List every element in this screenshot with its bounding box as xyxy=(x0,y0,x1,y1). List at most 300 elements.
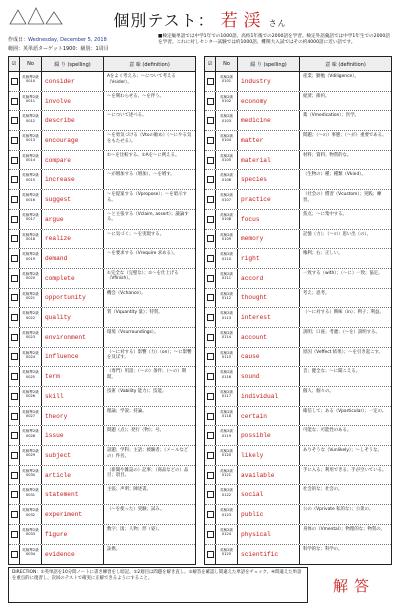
row-definition: 公の（Vprivate 私的な）；公衆の。 xyxy=(303,507,374,513)
row-checkbox[interactable] xyxy=(205,387,216,406)
row-code xyxy=(216,210,238,229)
row-number: 0115 xyxy=(221,355,232,360)
row-definition: 一致する（with）；（〜に）一致；協定。 xyxy=(303,270,383,276)
row-definition: 材料；資料；物質的な。 xyxy=(303,152,352,158)
row-word: focus xyxy=(238,210,300,229)
row-code xyxy=(216,151,238,170)
row-word: argue xyxy=(42,210,104,229)
row-number: 0105 xyxy=(221,158,232,163)
checkbox-icon xyxy=(207,78,214,85)
checkbox-icon xyxy=(11,432,18,439)
row-word: increase xyxy=(42,170,104,189)
row-word: cause xyxy=(238,348,300,367)
row-level: 英検準2級 xyxy=(22,508,39,513)
row-level: 英検準2級 xyxy=(22,232,39,237)
checkbox-icon xyxy=(11,294,18,301)
row-checkbox[interactable] xyxy=(9,92,20,111)
row-code xyxy=(216,426,238,445)
row-definition: 証拠。 xyxy=(107,546,121,552)
row-level: 英検準2級 xyxy=(22,390,39,394)
row-checkbox[interactable] xyxy=(205,485,216,504)
row-code xyxy=(20,230,42,249)
direction-note: DIRECTION：①英単語を10分間ノートに書き練習をし暗記。②2週目は問題を解き直し。③解答を確認し間違えた単語をチェック。④間違えた単語を重点的に復習し、次回のテストで確実に正解できるようにすること。 xyxy=(8,567,308,603)
row-checkbox[interactable] xyxy=(9,545,20,565)
row-checkbox[interactable] xyxy=(9,407,20,426)
row-number: 0021 xyxy=(25,295,36,300)
row-number: 0025 xyxy=(25,374,36,379)
row-number: 0104 xyxy=(221,138,232,143)
row-code xyxy=(20,111,42,130)
row-checkbox[interactable] xyxy=(205,131,216,150)
row-number: 0014 xyxy=(25,158,36,163)
row-checkbox[interactable] xyxy=(205,505,216,524)
row-code xyxy=(20,426,42,445)
header-no: No xyxy=(20,57,42,71)
row-number: 0114 xyxy=(221,335,232,340)
table-row xyxy=(205,348,391,368)
row-word: accord xyxy=(238,269,300,288)
table-row xyxy=(205,210,391,230)
table-row xyxy=(205,190,391,210)
checkbox-icon xyxy=(207,334,214,341)
row-definition: 〜を要求する（Vrequire 求める）。 xyxy=(107,251,178,257)
row-level: 英検2級 xyxy=(219,547,234,552)
row-checkbox[interactable] xyxy=(205,446,216,465)
table-row xyxy=(205,72,391,92)
row-word: economy xyxy=(238,92,300,111)
row-level: 英検2級 xyxy=(219,134,234,139)
row-number: 0119 xyxy=(221,433,232,438)
row-definition: （専門）用語；（〜の）条件；（〜の）期間。 xyxy=(107,369,187,380)
table-row xyxy=(205,289,391,309)
checkbox-icon xyxy=(11,452,18,459)
checkbox-icon xyxy=(207,551,214,558)
row-checkbox[interactable] xyxy=(9,151,20,170)
checkbox-icon xyxy=(207,314,214,321)
table-header xyxy=(9,57,195,72)
table-row xyxy=(9,525,195,545)
row-word: quality xyxy=(42,308,104,327)
row-checkbox[interactable] xyxy=(205,466,216,485)
title-label: 個別テスト： xyxy=(113,11,215,30)
row-checkbox[interactable] xyxy=(9,446,20,465)
row-checkbox[interactable] xyxy=(205,348,216,367)
row-number: 0012 xyxy=(25,118,36,123)
header-spelling: 綴 り (spelling) xyxy=(42,57,104,71)
row-number: 0027 xyxy=(25,414,36,419)
row-definition: ①〜を比較する。②Aを〜に例える。 xyxy=(107,152,180,158)
row-word: practice xyxy=(238,190,300,209)
table-row xyxy=(9,426,195,446)
row-word: influence xyxy=(42,348,104,367)
row-code xyxy=(20,210,42,229)
row-code xyxy=(216,387,238,406)
row-checkbox[interactable] xyxy=(9,387,20,406)
row-code xyxy=(20,308,42,327)
row-number: 0018 xyxy=(25,236,36,241)
row-checkbox[interactable] xyxy=(9,230,20,249)
row-code xyxy=(20,387,42,406)
row-definition: 権利；右；正しい。 xyxy=(303,251,343,257)
checkbox-icon xyxy=(207,137,214,144)
level-note: ■検定級単語では中学1年での1000語、高校1年後での2000語を学習。検定外語彙語では中学1年生での2000語を学習。これに対しセンター試験では約1000語、難関大入試ではその約4000語に近い語です。 xyxy=(158,34,390,46)
checkbox-icon xyxy=(11,334,18,341)
row-checkbox[interactable] xyxy=(9,111,20,130)
row-level: 英検2級 xyxy=(219,527,234,532)
row-checkbox[interactable] xyxy=(9,485,20,504)
row-code xyxy=(20,190,42,209)
row-level: 英検準2級 xyxy=(22,75,39,79)
row-checkbox[interactable] xyxy=(205,249,216,268)
row-checkbox[interactable] xyxy=(205,151,216,170)
vocab-table-left xyxy=(8,56,196,565)
table-row xyxy=(205,308,391,328)
created-date: Wednesday, December 5, 2018 xyxy=(28,37,107,43)
row-word: material xyxy=(238,151,300,170)
row-level: 英検準2級 xyxy=(22,94,39,99)
row-code xyxy=(216,111,238,130)
row-number: 0032 xyxy=(25,512,36,517)
row-level: 英検2級 xyxy=(219,75,234,79)
table-row xyxy=(205,446,391,466)
row-checkbox[interactable] xyxy=(205,525,216,544)
row-code xyxy=(216,72,238,91)
row-level: 英検2級 xyxy=(219,330,234,335)
checkbox-icon xyxy=(207,452,214,459)
row-number: 0031 xyxy=(25,492,36,497)
table-row xyxy=(205,131,391,151)
row-level: 英検準2級 xyxy=(22,114,39,119)
row-level: 英検2級 xyxy=(219,370,234,375)
table-row xyxy=(9,249,195,269)
row-level: 英検2級 xyxy=(219,153,234,158)
row-level: 英検準2級 xyxy=(22,134,39,139)
row-checkbox[interactable] xyxy=(9,72,20,91)
row-definition: 説明；口座；考慮；（〜を）説明する。 xyxy=(303,329,380,335)
row-definition: 可能な；可能性のある。 xyxy=(303,428,352,434)
row-checkbox[interactable] xyxy=(9,348,20,367)
table-row xyxy=(205,407,391,427)
row-code xyxy=(20,485,42,504)
row-word: physical xyxy=(238,525,300,544)
created-date-line xyxy=(8,36,107,43)
row-level: 英検2級 xyxy=(219,488,234,493)
row-checkbox[interactable] xyxy=(205,308,216,327)
row-level: 英検準2級 xyxy=(22,291,39,296)
row-definition: 環境（Vsurroundings）。 xyxy=(107,329,159,335)
table-row xyxy=(9,131,195,151)
row-definition: 〜を提案する（Vpropose）；〜を暗示する。 xyxy=(107,192,187,203)
row-level: 英検2級 xyxy=(219,232,234,237)
row-code xyxy=(216,190,238,209)
row-level: 英検2級 xyxy=(219,429,234,434)
table-row xyxy=(205,328,391,348)
checkbox-icon xyxy=(207,176,214,183)
checkbox-icon xyxy=(207,255,214,262)
row-definition: （〜を使った）実験；試み。 xyxy=(107,507,165,513)
row-checkbox[interactable] xyxy=(9,328,20,347)
row-checkbox[interactable] xyxy=(205,92,216,111)
checkbox-icon xyxy=(207,157,214,164)
row-definition: 主張；声明；陳述書。 xyxy=(107,487,151,493)
table-row xyxy=(9,92,195,112)
row-level: 英検2級 xyxy=(219,291,234,296)
row-code xyxy=(20,72,42,91)
table-row xyxy=(9,348,195,368)
row-word: statement xyxy=(42,485,104,504)
row-level: 英検準2級 xyxy=(22,153,39,158)
row-level: 英検準2級 xyxy=(22,449,39,454)
row-code xyxy=(20,545,42,565)
row-number: 0030 xyxy=(25,473,36,478)
checkbox-icon xyxy=(207,275,214,282)
row-code xyxy=(216,92,238,111)
row-level: 英検準2級 xyxy=(22,173,39,178)
checkbox-icon xyxy=(11,491,18,498)
row-code xyxy=(20,446,42,465)
range-line xyxy=(8,45,109,52)
row-checkbox[interactable] xyxy=(9,210,20,229)
table-row xyxy=(9,111,195,131)
row-checkbox[interactable] xyxy=(205,230,216,249)
row-number: 0117 xyxy=(221,394,232,399)
row-definition: ありそうな（Vunlikely）；〜しそうな。 xyxy=(303,448,382,454)
row-definition: ①完全な（完璧な）；②〜を仕上げる（Vfinish）。 xyxy=(107,270,179,282)
checkbox-icon xyxy=(11,511,18,518)
row-word: certain xyxy=(238,407,300,426)
row-level: 英検2級 xyxy=(219,212,234,217)
row-number: 0123 xyxy=(221,512,232,517)
row-number: 0034 xyxy=(25,551,36,556)
row-word: encourage xyxy=(42,131,104,150)
checkbox-icon xyxy=(207,235,214,242)
row-checkbox[interactable] xyxy=(9,367,20,386)
checkbox-icon xyxy=(207,432,214,439)
row-level: 英検準2級 xyxy=(22,429,39,434)
row-word: account xyxy=(238,328,300,347)
row-word: consider xyxy=(42,72,104,91)
header-check: ☑ xyxy=(205,57,216,71)
row-number: 0013 xyxy=(25,138,36,143)
row-checkbox[interactable] xyxy=(9,505,20,524)
row-checkbox[interactable] xyxy=(9,269,20,288)
row-checkbox[interactable] xyxy=(205,210,216,229)
row-word: matter xyxy=(238,131,300,150)
row-level: 英検準2級 xyxy=(22,488,39,493)
row-number: 0024 xyxy=(25,355,36,360)
row-checkbox[interactable] xyxy=(205,289,216,308)
row-word: right xyxy=(238,249,300,268)
row-word: issue xyxy=(42,426,104,445)
row-definition: 科学的な；科学の。 xyxy=(303,546,343,552)
header-definition: 意 味 (definition) xyxy=(129,61,170,68)
row-checkbox[interactable] xyxy=(9,466,20,485)
row-number: 0016 xyxy=(25,197,36,202)
row-number: 0125 xyxy=(221,551,232,556)
row-checkbox[interactable] xyxy=(205,170,216,189)
answer-label: 解答 xyxy=(332,577,375,595)
row-level: 英検準2級 xyxy=(22,193,39,198)
row-level: 英検準2級 xyxy=(22,409,39,414)
checkbox-icon xyxy=(207,373,214,380)
row-number: 0022 xyxy=(25,315,36,320)
row-definition: 〜について述べる。 xyxy=(107,113,147,119)
row-definition: 社会的な；社会の。 xyxy=(303,487,343,493)
row-level: 英検2級 xyxy=(219,390,234,394)
row-code xyxy=(216,348,238,367)
checkbox-icon xyxy=(11,472,18,479)
row-word: possible xyxy=(238,426,300,445)
checkbox-icon xyxy=(11,157,18,164)
checkbox-icon xyxy=(207,531,214,538)
row-word: suggest xyxy=(42,190,104,209)
row-word: figure xyxy=(42,525,104,544)
table-row xyxy=(205,230,391,250)
row-checkbox[interactable] xyxy=(205,72,216,91)
header-spelling: 綴 り (spelling) xyxy=(238,57,300,71)
student-name: 若渓 xyxy=(220,11,267,31)
row-level: 英検準2級 xyxy=(22,311,39,316)
row-number: 0103 xyxy=(221,118,232,123)
row-level: 英検準2級 xyxy=(22,252,39,257)
row-number: 0023 xyxy=(25,335,36,340)
row-definition: 個人；個々の。 xyxy=(303,389,334,394)
checkbox-icon xyxy=(11,255,18,262)
row-checkbox[interactable] xyxy=(9,170,20,189)
row-word: individual xyxy=(238,387,300,406)
row-code xyxy=(20,170,42,189)
row-checkbox[interactable] xyxy=(205,190,216,209)
row-code xyxy=(216,485,238,504)
row-checkbox[interactable] xyxy=(205,111,216,130)
checkbox-icon xyxy=(11,275,18,282)
row-definition: 薬（Vmedication）；医学。 xyxy=(303,113,360,119)
row-code xyxy=(216,407,238,426)
row-definition: （社会の）慣習（Vcustom）；実践；練習。 xyxy=(303,192,382,203)
row-number: 0124 xyxy=(221,532,232,537)
row-code xyxy=(20,92,42,111)
checkbox-icon xyxy=(11,393,18,400)
table-row xyxy=(9,466,195,486)
row-checkbox[interactable] xyxy=(9,249,20,268)
row-checkbox[interactable] xyxy=(205,367,216,386)
row-checkbox[interactable] xyxy=(9,426,20,445)
checkbox-icon xyxy=(207,353,214,360)
checkbox-icon xyxy=(11,373,18,380)
row-word: available xyxy=(238,466,300,485)
row-level: 英検準2級 xyxy=(22,330,39,335)
row-checkbox[interactable] xyxy=(9,190,20,209)
table-row xyxy=(205,545,391,565)
row-word: demand xyxy=(42,249,104,268)
row-checkbox[interactable] xyxy=(9,308,20,327)
row-word: describe xyxy=(42,111,104,130)
table-row xyxy=(205,387,391,407)
row-level: 英検準2級 xyxy=(22,527,39,532)
row-level: 英検2級 xyxy=(219,94,234,99)
row-word: sound xyxy=(238,367,300,386)
row-number: 0102 xyxy=(221,99,232,104)
row-number: 0109 xyxy=(221,236,232,241)
checkbox-icon xyxy=(207,196,214,203)
table-row xyxy=(9,308,195,328)
row-checkbox[interactable] xyxy=(205,407,216,426)
row-word: scientific xyxy=(238,545,300,565)
row-code xyxy=(216,505,238,524)
table-row xyxy=(205,466,391,486)
checkbox-icon xyxy=(11,551,18,558)
row-number: 0017 xyxy=(25,217,36,222)
table-row xyxy=(205,505,391,525)
row-level: 英検2級 xyxy=(219,350,234,355)
table-row xyxy=(9,190,195,210)
row-checkbox[interactable] xyxy=(205,269,216,288)
row-number: 0026 xyxy=(25,394,36,399)
row-level: 英検2級 xyxy=(219,114,234,119)
row-definition: 機会（Vchance）。 xyxy=(107,290,146,296)
header-definition: 意 味 (definition) xyxy=(325,61,366,68)
page-title xyxy=(0,6,400,31)
row-code xyxy=(20,466,42,485)
row-definition: 経済；節約。 xyxy=(303,93,330,99)
row-definition: 考え；思考。 xyxy=(303,290,330,296)
checkbox-icon xyxy=(11,216,18,223)
row-level: 英検準2級 xyxy=(22,468,39,473)
row-definition: 技術（Vability 能力）；技能。 xyxy=(107,389,167,394)
row-level: 英検2級 xyxy=(219,271,234,276)
row-level: 英検準2級 xyxy=(22,350,39,355)
row-number: 0116 xyxy=(221,374,232,379)
checkbox-icon xyxy=(11,353,18,360)
row-number: 0111 xyxy=(221,276,232,281)
checkbox-icon xyxy=(207,511,214,518)
table-row xyxy=(205,426,391,446)
row-definition: （生物の）種；種類（Vkind）。 xyxy=(303,172,366,178)
table-row xyxy=(9,289,195,309)
table-row xyxy=(9,328,195,348)
table-row xyxy=(205,151,391,171)
row-number: 0029 xyxy=(25,453,36,458)
row-checkbox[interactable] xyxy=(205,328,216,347)
row-checkbox[interactable] xyxy=(205,426,216,445)
row-checkbox[interactable] xyxy=(9,131,20,150)
checkbox-icon xyxy=(207,117,214,124)
checkbox-icon xyxy=(207,98,214,105)
row-checkbox[interactable] xyxy=(9,525,20,544)
checkbox-icon xyxy=(207,413,214,420)
row-checkbox[interactable] xyxy=(9,289,20,308)
row-number: 0120 xyxy=(221,453,232,458)
row-definition: 数字；図；人物；形（姿）。 xyxy=(107,526,162,532)
row-code xyxy=(20,269,42,288)
row-definition: （〜に対する）影響（力）（on）；〜に影響を及ぼす。 xyxy=(107,349,192,361)
checkbox-icon xyxy=(207,216,214,223)
row-word: evidence xyxy=(42,545,104,565)
row-code xyxy=(20,328,42,347)
row-definition: 焦点；〜に集中する。 xyxy=(303,211,347,217)
row-definition: 話題；学科；主語；被験者；（メールなどの）件名。 xyxy=(107,448,189,459)
row-checkbox[interactable] xyxy=(205,545,216,565)
row-number: 0121 xyxy=(221,473,232,478)
row-code xyxy=(216,545,238,565)
row-level: 英検2級 xyxy=(219,508,234,513)
checkbox-icon xyxy=(11,235,18,242)
checkbox-icon xyxy=(207,472,214,479)
row-definition: 理論；学説；持論。 xyxy=(107,408,147,414)
row-level: 英検2級 xyxy=(219,173,234,178)
table-row xyxy=(205,170,391,190)
row-word: industry xyxy=(238,72,300,91)
